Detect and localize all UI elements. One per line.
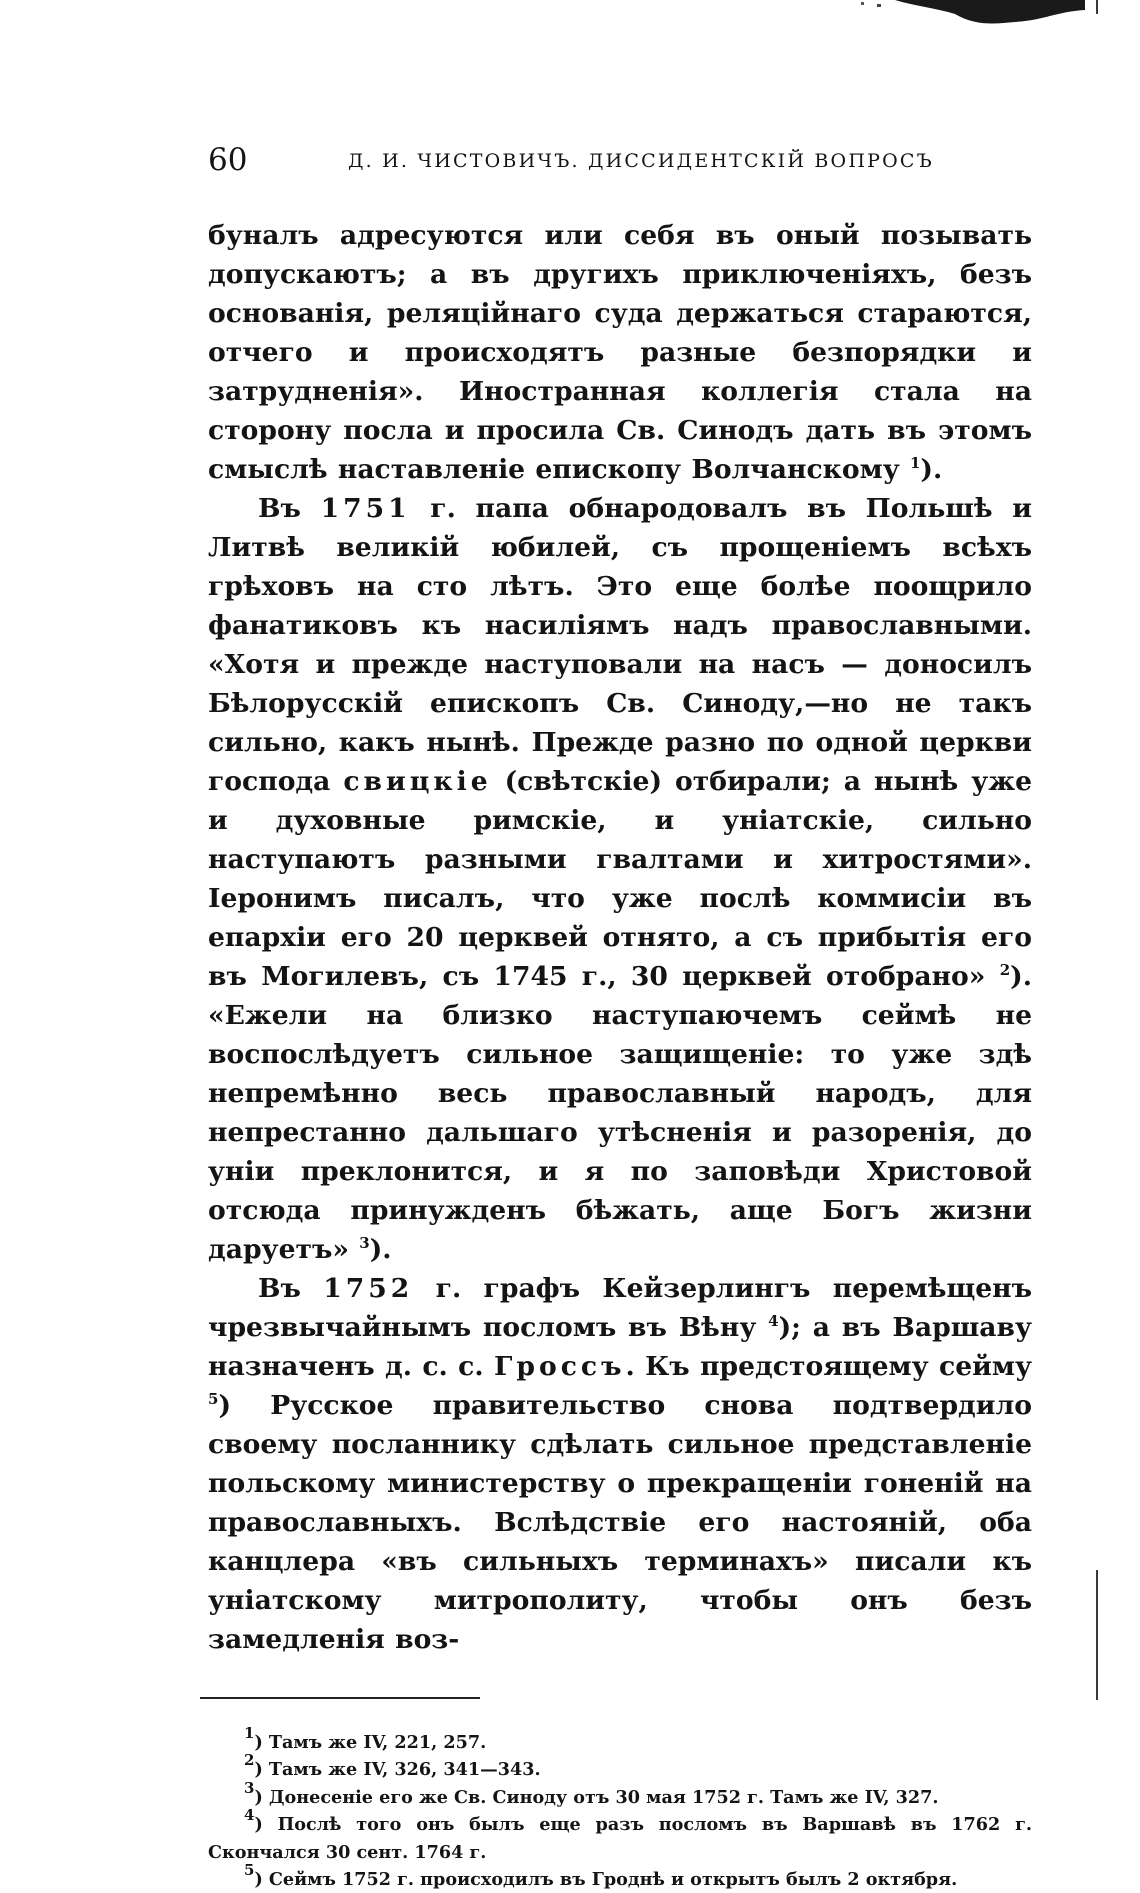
footnote-divider bbox=[200, 1697, 480, 1699]
footnote-5 bbox=[208, 1861, 1032, 1893]
footnote-text: ) Тамъ же IV, 221, 257. bbox=[254, 1732, 487, 1753]
footnote-ref-1: 1 bbox=[909, 454, 921, 472]
scan-edge-mark bbox=[855, 0, 1085, 34]
paragraph-2-text: ). «Ежели на близко наступаючемъ сеймѣ не воспослѣдуетъ сильное защищеніе: то уже здѣ непремѣнно весь православный народъ, для непрестанно дальшаго утѣсненія и разоренія, до уніи преклонится, и я по заповѣди Христовой отсюда принужденъ бѣжать, аще Богъ жизни даруетъ» bbox=[208, 961, 1032, 1265]
footnote-2 bbox=[208, 1751, 1032, 1783]
footnote-mark: 3 bbox=[244, 1778, 255, 1797]
footnotes bbox=[208, 1724, 1032, 1893]
paragraph-2-text: Въ bbox=[258, 493, 321, 524]
paragraph-2 bbox=[208, 489, 1032, 1269]
paragraph-3-text: ) Русское правительство снова подтвердило своему посланнику сдѣлать сильное представленіе польскому министерству о прекращеніи гоненій на православныхъ. Вслѣдствіе его настояній, оба канцлера «въ сильныхъ терминахъ» писали къ уніатскому митрополиту, чтобы онъ безъ замедленія воз- bbox=[208, 1390, 1032, 1655]
page bbox=[208, 140, 1032, 1893]
footnote-text: ) Сеймъ 1752 г. происходилъ въ Гроднѣ и открытъ былъ 2 октября. bbox=[254, 1869, 958, 1891]
year-1752: 1752 bbox=[323, 1273, 414, 1304]
page-header bbox=[208, 140, 1032, 184]
paragraph-3-text: Въ bbox=[258, 1273, 324, 1304]
paragraph-3-text: г. графъ Кейзерлингъ перемѣщенъ чрезвычайнымъ посломъ въ Вѣну bbox=[208, 1273, 1033, 1343]
footnote-mark: 1 bbox=[244, 1724, 255, 1742]
footnote-4 bbox=[208, 1806, 1032, 1866]
spaced-word: свицкіе bbox=[343, 766, 492, 797]
footnote-ref-4: 4 bbox=[768, 1312, 779, 1330]
paragraph-1-tail: ). bbox=[920, 454, 943, 485]
paragraph-2-text: ). bbox=[369, 1234, 392, 1265]
footnote-text: ) Донесеніе его же Св. Синоду отъ 30 мая 1752 г. Тамъ же IV, 327. bbox=[254, 1786, 939, 1808]
footnote-ref-5: 5 bbox=[208, 1390, 219, 1408]
paragraph-1 bbox=[208, 216, 1032, 489]
footnote-ref-2: 2 bbox=[999, 961, 1011, 979]
paragraph-2-text: (свѣтскіе) отбирали; а нынѣ уже и духовные римскіе, и уніатскіе, сильно наступаютъ разными гвалтами и хитростями». Іеронимъ писалъ, что уже послѣ коммисіи въ епархіи его 20 церквей отнято, а съ прибытія его въ Могилевъ, съ 1745 г., 30 церквей отобрано» bbox=[208, 766, 1032, 992]
spaced-name: Гроссъ bbox=[494, 1351, 626, 1382]
footnote-text: ) Тамъ же IV, 326, 341—343. bbox=[254, 1759, 541, 1781]
paragraph-1-text: буналъ адресуются или себя въ оный позывать допускаютъ; а въ другихъ приключеніяхъ, безъ основанія, реляційнаго суда держаться стараются, отчего и происходятъ разные безпорядки и затрудненія». Иностранная коллегія стала на сторону посла и просила Св. Синодъ дать въ этомъ смыслѣ наставленіе епископу Волчанскому bbox=[208, 220, 1032, 485]
year-1751: 1751 bbox=[320, 493, 411, 524]
body-text bbox=[208, 216, 1032, 1659]
footnote-1 bbox=[208, 1724, 1032, 1756]
paragraph-3-text: . Къ предстоящему сейму bbox=[625, 1351, 1032, 1382]
footnote-text: ) Послѣ того онъ былъ еще разъ посломъ въ Варшавѣ въ 1762 г. Скончался 30 сент. 1764 г. bbox=[208, 1814, 1032, 1863]
paragraph-3 bbox=[208, 1269, 1032, 1659]
footnote-3 bbox=[208, 1778, 1032, 1811]
page-edge-line-bottom bbox=[1096, 1570, 1098, 1700]
page-edge-line-top bbox=[1096, 0, 1098, 14]
footnote-mark: 2 bbox=[244, 1751, 255, 1770]
paragraph-3-text: ); а въ Варшаву назначенъ д. с. с. bbox=[208, 1312, 1033, 1382]
paragraph-2-text: г. папа обнародовалъ въ Польшѣ и Литвѣ великій юбилей, съ прощеніемъ всѣхъ грѣховъ на сто лѣтъ. Это еще болѣе поощрило фанатиковъ къ насиліямъ надъ православными. «Хотя и прежде наступовали на насъ — доносилъ Бѣлорусскій епископъ Св. Синоду,—но не такъ сильно, какъ нынѣ. Прежде разно по одной церкви господа bbox=[208, 493, 1032, 797]
running-title: Д. И. ЧИСТОВИЧЪ. ДИССИДЕНТСКІЙ ВОПРОСЪ bbox=[348, 150, 934, 172]
footnote-mark: 4 bbox=[244, 1806, 255, 1825]
footnote-ref-3: 3 bbox=[359, 1234, 370, 1252]
footnote-mark: 5 bbox=[244, 1861, 255, 1880]
page-number: 60 bbox=[208, 142, 248, 178]
